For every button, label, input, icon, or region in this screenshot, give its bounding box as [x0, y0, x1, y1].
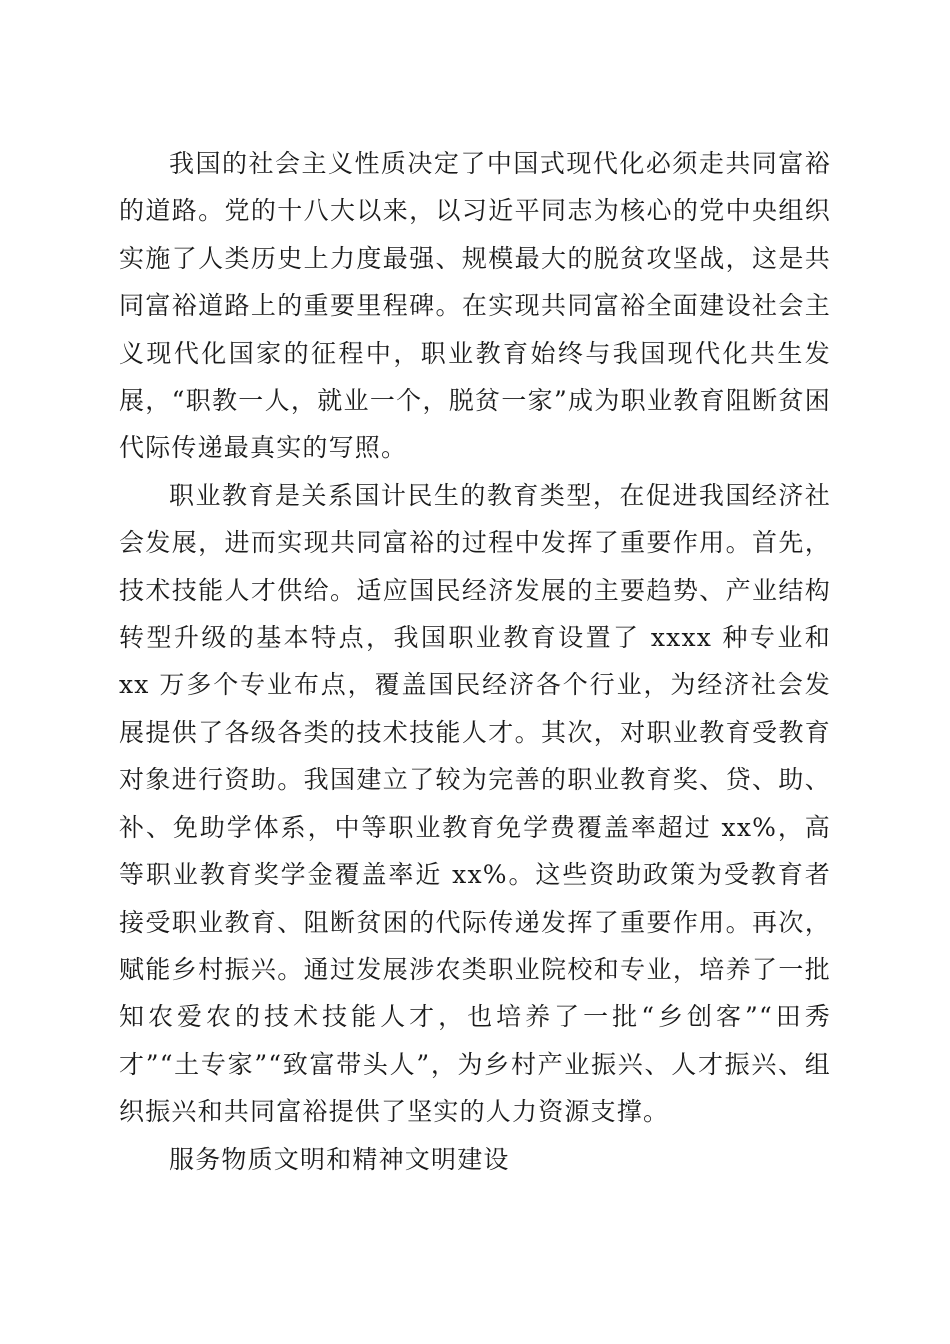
paragraph-vocational-education-role: 职业教育是关系国计民生的教育类型，在促进我国经济社会发展，进而实现共同富裕的过程中发挥了重要作用。首先，技术技能人才供给。适应国民经济发展的主要趋势、产业结构转型升级的基本特点，我国职业教育设置了 xxxx 种专业和 xx 万多个专业布点，覆盖国民经济各个行业，为经济社会发展提供了各级各类的技术技能人才。其次，对职业教育受教育对象进行资助。我国建立了较为完善的职业教育奖、贷、助、补、免助学体系，中等职业教育免学费覆盖率超过 xx%，高等职业教育奖学金覆盖率近 xx%。这些资助政策为受教育者接受职业教育、阻断贫困的代际传递发挥了重要作用。再次，赋能乡村振兴。通过发展涉农类职业院校和专业，培养了一批知农爱农的技术技能人才，也培养了一批“乡创客”“田秀才”“土专家”“致富带头人”，为乡村产业振兴、人才振兴、组织振兴和共同富裕提供了坚实的人力资源支撑。 — [119, 480, 831, 1127]
paragraph-common-prosperity: 我国的社会主义性质决定了中国式现代化必须走共同富裕的道路。党的十八大以来，以习近平同志为核心的党中央组织实施了人类历史上力度最强、规模最大的脱贫攻坚战，这是共同富裕道路上的重要里程碑。在实现共同富裕全面建设社会主义现代化国家的征程中，职业教育始终与我国现代化共生发展，“职教一人，就业一个，脱贫一家”成为职业教育阻断贫困代际传递最真实的写照。 — [119, 149, 831, 463]
document-body — [119, 140, 831, 1183]
section-heading: 服务物质文明和精神文明建设 — [169, 1144, 510, 1174]
